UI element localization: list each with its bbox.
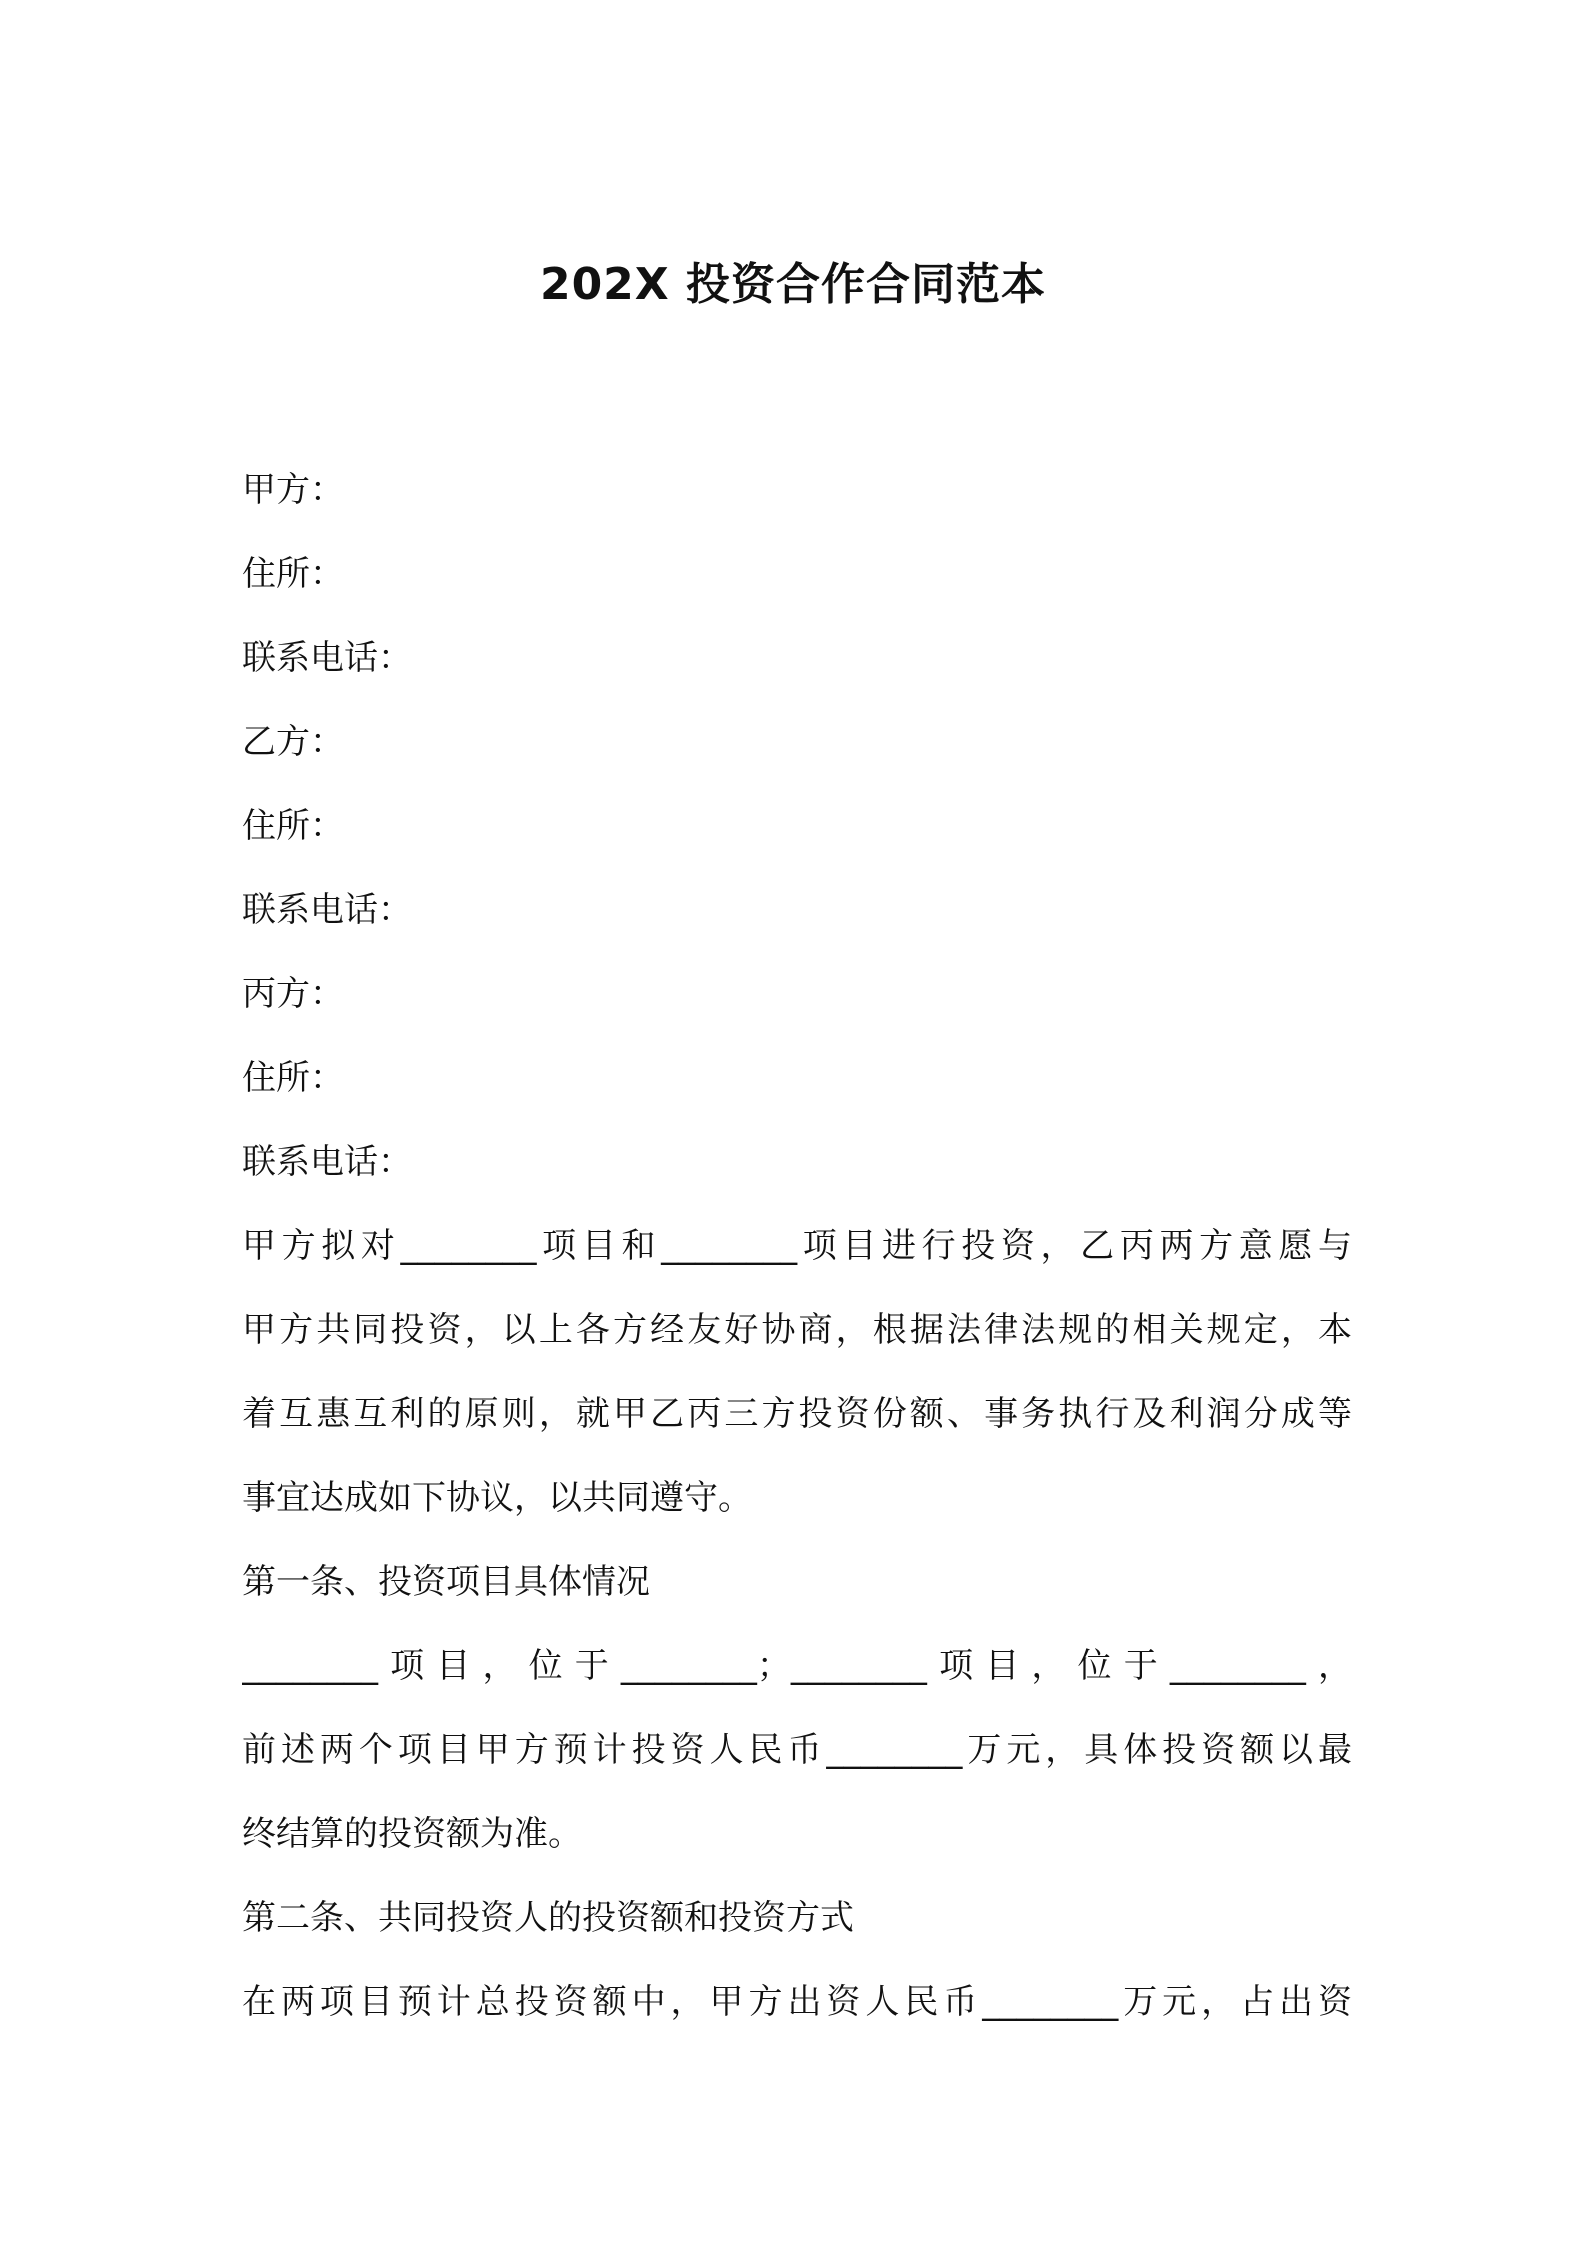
preamble-line: 事宜达成如下协议，以共同遵守。 xyxy=(242,1478,752,1518)
party-c-name: 丙方： xyxy=(242,974,344,1014)
party-b-address: 住所： xyxy=(242,806,344,846)
article-1-line: 终结算的投资额为准。 xyxy=(242,1814,582,1854)
preamble-line: 甲方共同投资，以上各方经友好协商，根据法律法规的相关规定，本 xyxy=(242,1310,1352,1350)
document-title: 202X 投资合作合同范本 xyxy=(539,259,1047,310)
party-a-name: 甲方： xyxy=(242,470,344,510)
article-2-heading: 第二条、共同投资人的投资额和投资方式 xyxy=(242,1898,854,1938)
article-1-line: 前述两个项目甲方预计投资人民币________万元，具体投资额以最 xyxy=(242,1730,1352,1770)
article-1-heading: 第一条、投资项目具体情况 xyxy=(242,1562,650,1602)
document-body xyxy=(242,448,1352,2044)
party-a-phone: 联系电话： xyxy=(242,638,412,678)
party-a-address: 住所： xyxy=(242,554,344,594)
preamble-line: 着互惠互利的原则，就甲乙丙三方投资份额、事务执行及利润分成等 xyxy=(242,1394,1352,1434)
party-b-name: 乙方： xyxy=(242,722,344,762)
party-b-phone: 联系电话： xyxy=(242,890,412,930)
party-c-phone: 联系电话： xyxy=(242,1142,412,1182)
article-2-line: 在两项目预计总投资额中，甲方出资人民币________万元，占出资 xyxy=(242,1982,1352,2022)
preamble-line: 甲方拟对________项目和________项目进行投资，乙丙两方意愿与 xyxy=(242,1226,1352,1266)
article-1-line: ________项目，位于________；________项目，位于________， xyxy=(242,1646,1352,1686)
party-c-address: 住所： xyxy=(242,1058,344,1098)
